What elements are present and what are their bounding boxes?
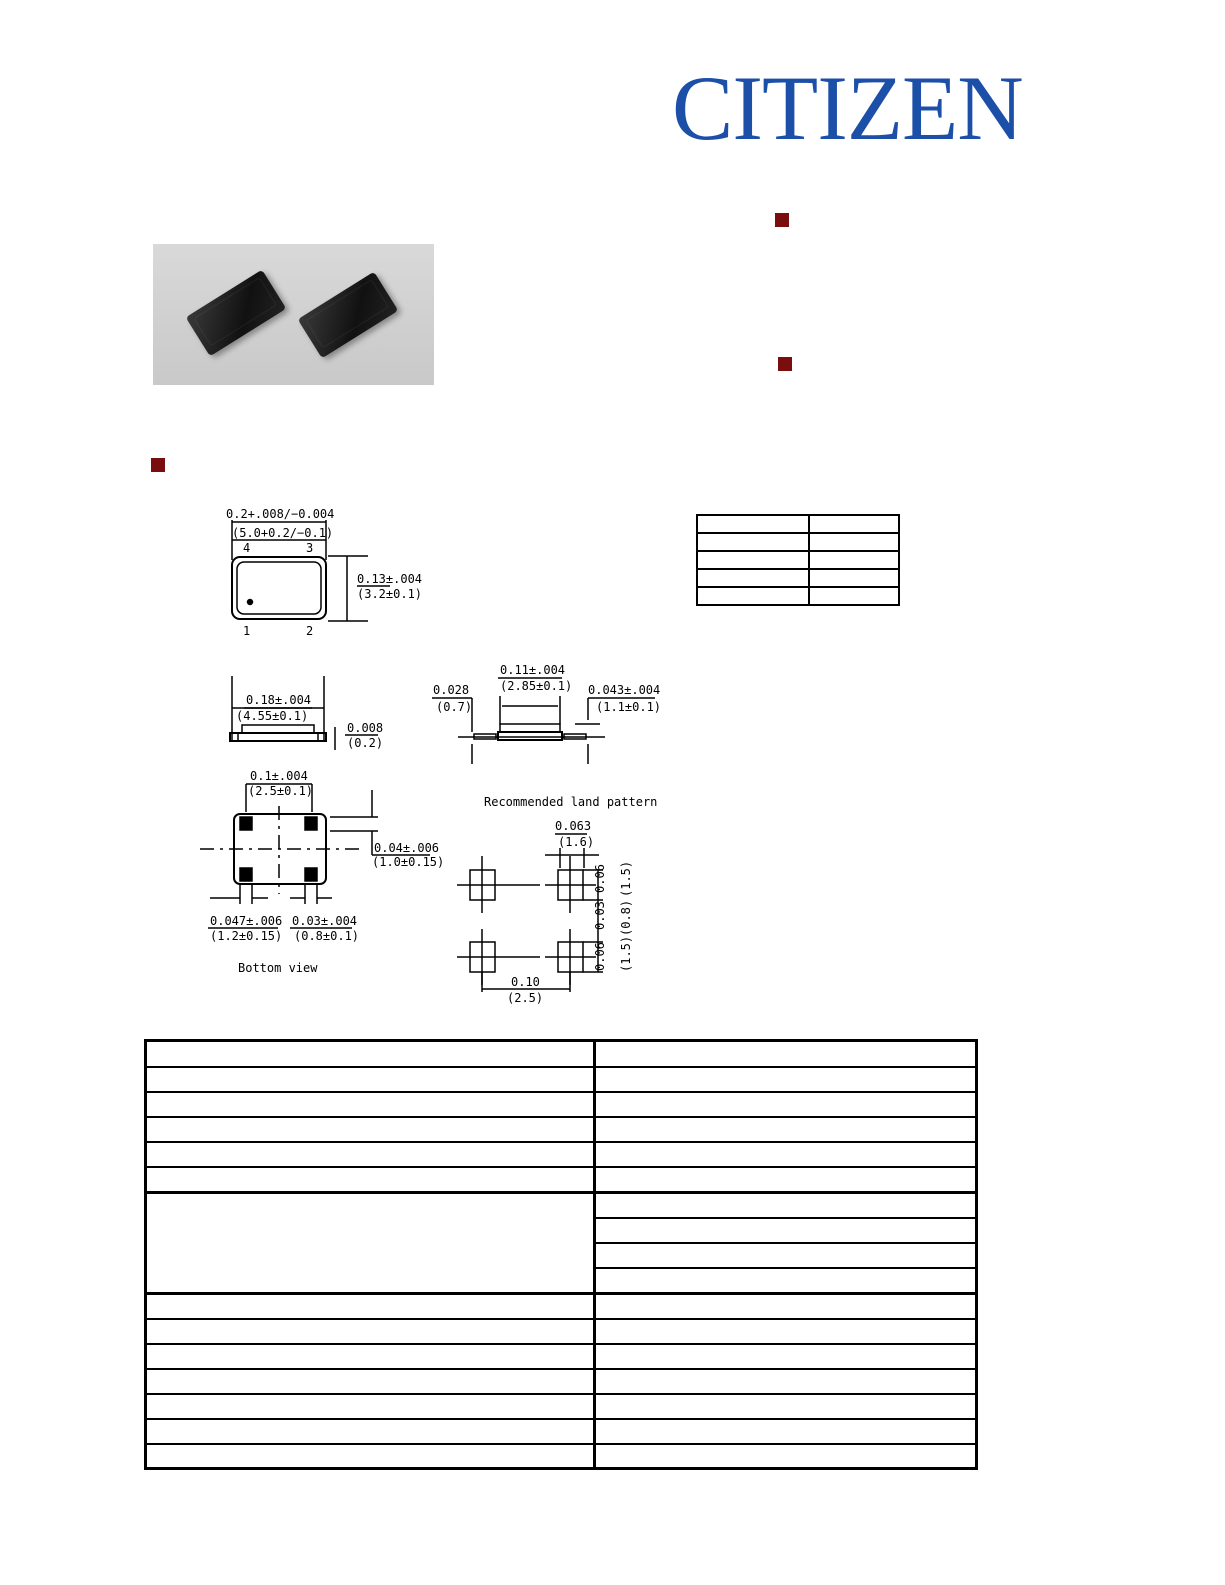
bottom-pad-w1-mm: (1.2±0.15) [210,929,283,943]
side-length-in: 0.18±.004 [246,693,312,707]
pin-3-label: 3 [306,541,314,555]
land-v1-in: 0.06 [593,864,607,893]
pin-4-label: 4 [243,541,251,555]
bottom-pad-w1-in: 0.047±.006 [210,914,283,928]
land-pattern [457,795,657,1005]
land-v3-mm: (1.5) [619,935,633,972]
land-pattern-title: Recommended land pattern [484,795,658,809]
land-v3-in: 0.06 [593,942,607,971]
land-pad-in: 0.063 [555,819,592,833]
front-body-mm: (2.85±0.1) [500,679,573,693]
bottom-pitch-mm: (2.5±0.1) [248,784,314,798]
land-v2-mm: (0.8) [619,899,633,936]
side-length-mm: (4.55±0.1) [236,709,309,723]
bottom-pad-h-in: 0.04±.006 [374,841,440,855]
side-pad-in: 0.008 [347,721,384,735]
bottom-view [200,769,444,975]
pin-1-label: 1 [243,624,251,638]
land-pad-mm: (1.6) [558,835,595,849]
bottom-view-caption: Bottom view [238,961,318,975]
top-width-mm: (5.0+0.2/−0.1) [232,526,334,540]
front-left-in: 0.028 [433,683,470,697]
land-v1-mm: (1.5) [619,860,633,897]
bottom-pad-w2-mm: (0.8±0.1) [294,929,360,943]
front-height-mm: (1.1±0.1) [596,700,662,714]
bottom-pad-w2-in: 0.03±.004 [292,914,358,928]
front-height-in: 0.043±.004 [588,683,661,697]
front-view [432,663,661,764]
pin-2-label: 2 [306,624,314,638]
land-pitch-in: 0.10 [511,975,540,989]
bottom-pitch-in: 0.1±.004 [250,769,308,783]
land-v2-in: 0.03 [593,901,607,930]
front-body-in: 0.11±.004 [500,663,566,677]
land-pitch-mm: (2.5) [507,991,544,1005]
side-view [230,676,383,750]
top-height-mm: (3.2±0.1) [357,587,423,601]
top-height-in: 0.13±.004 [357,572,423,586]
top-width-in: 0.2+.008/−0.004 [226,507,335,521]
side-pad-mm: (0.2) [347,736,384,750]
top-view [226,507,422,638]
spec-table [144,1039,978,1470]
citizen-logo: CITIZEN [672,57,1023,159]
bottom-pad-h-mm: (1.0±0.15) [372,855,445,869]
front-left-mm: (0.7) [436,700,473,714]
